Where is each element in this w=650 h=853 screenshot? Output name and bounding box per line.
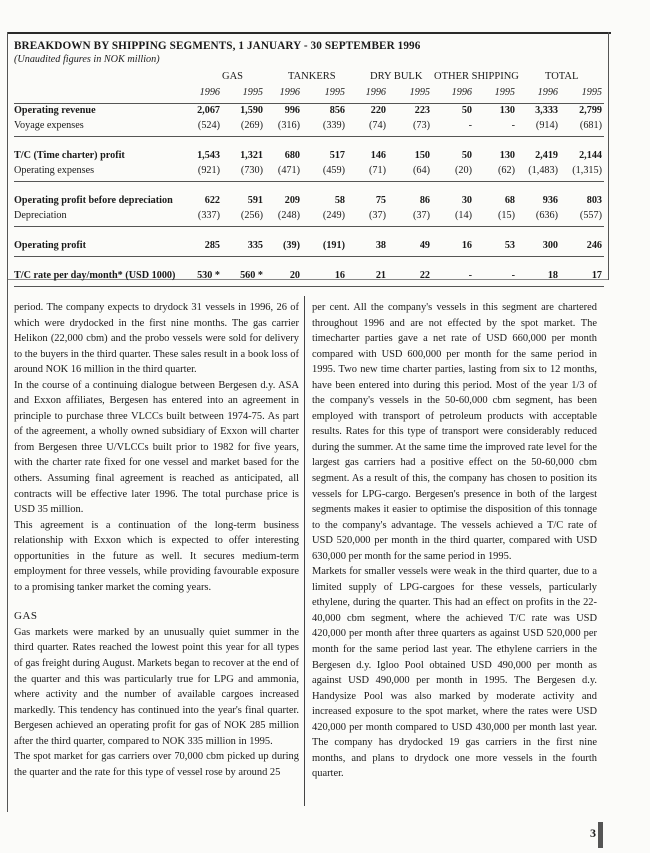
table-cell: (14) (455, 210, 472, 221)
paragraph: Markets for smaller vessels were weak in the third quarter, due to a limited supply of LPG-cargoes for these vessels, particularly ethylene, during the quarter. This had an effect on profits in the 22-40,000 cbm segment, where the achieved T/C rate was USD 420,000 per month after three quarters as against USD 520,000 per month for the same period last year. The ethylene carriers in the Bergesen d.y. Igloo Pool obtained USD 490,000 per month as against USD 490,000 per month in 1995. The Bergesen d.y. Handysize Pool was also marked by moderate activity and increased exposure to the spot market, where the rates were USD 420,000 per month compared to USD 430,000 per month last year. The company has drydocked 19 gas carriers in the first nine months, and plans to drydock one more vessels in the fourth quarter. (312, 566, 597, 780)
year-cell: 1996 (279, 87, 300, 98)
row-gap (14, 138, 604, 150)
table-row (14, 120, 604, 135)
table-cell: 3,333 (535, 105, 558, 116)
table-cell: (37) (369, 210, 386, 221)
table-cell: 38 (375, 240, 386, 251)
right-text-column (312, 300, 597, 782)
segment-breakdown-table (14, 40, 604, 288)
table-cell: (459) (322, 165, 345, 176)
table-cell: 53 (504, 240, 515, 251)
table-cell: (681) (579, 120, 602, 131)
row-gap (14, 183, 604, 195)
page-marker-bar (598, 822, 603, 848)
table-cell: (471) (277, 165, 300, 176)
year-cell: 1995 (409, 87, 430, 98)
table-cell: (1,315) (572, 165, 602, 176)
paragraph: In the course of a continuing dialogue between Bergesen d.y. ASA and Exxon affiliates, Bergesen has entered into an agreement in principle to purchase three VLCCs built between 1974-75. As part of the agreement, a wholly owned subsidiary of Exxon will charter from Bergesen three U/VLCCs built prior to 1982 for five years, with the charter rate fixed for one vessel and market based for the others. Assuming final agreement is reached as anticipated, all contracts will be effective later 1996. The total purchase price is USD 35 million. (14, 379, 299, 516)
year-cell: 1996 (451, 87, 472, 98)
group-header-gas: GAS (222, 71, 244, 82)
table-row (14, 270, 604, 285)
table-cell: 560 * (240, 270, 263, 281)
table-cell: 1,590 (240, 105, 263, 116)
row-rule (14, 181, 604, 182)
table-row (14, 210, 604, 225)
year-cell: 1995 (324, 87, 345, 98)
table-cell: 50 (461, 105, 472, 116)
table-cell: 530 * (197, 270, 220, 281)
page-number: 3 (590, 826, 596, 840)
table-cell: 150 (414, 150, 430, 161)
group-header-dry-bulk: DRY BULK (370, 71, 423, 82)
table-cell: (74) (369, 120, 386, 131)
table-cell: (20) (455, 165, 472, 176)
segment-group-headers (14, 71, 604, 87)
table-cell: 996 (284, 105, 300, 116)
table-cell: 86 (419, 195, 430, 206)
table-cell: - (468, 120, 472, 131)
year-cell: 1995 (242, 87, 263, 98)
header-rule (14, 103, 604, 104)
table-cell: 49 (419, 240, 430, 251)
table-cell: 16 (461, 240, 472, 251)
table-cell: 30 (461, 195, 472, 206)
page-left-rule (7, 32, 8, 812)
table-cell: - (511, 270, 515, 281)
row-label: T/C rate per day/month* (USD 1000) (14, 270, 176, 281)
row-label: Operating profit (14, 240, 86, 251)
table-cell: (921) (197, 165, 220, 176)
table-cell: 936 (542, 195, 558, 206)
table-cell: (73) (413, 120, 430, 131)
table-cell: 68 (504, 195, 515, 206)
table-cell: 20 (289, 270, 300, 281)
table-cell: (15) (498, 210, 515, 221)
table-cell: (316) (277, 120, 300, 131)
table-top-rule (7, 32, 611, 34)
year-header-row (14, 87, 604, 102)
table-cell: 209 (284, 195, 300, 206)
table-cell: 1,543 (197, 150, 220, 161)
table-cell: 16 (334, 270, 345, 281)
table-row (14, 150, 604, 165)
table-cell: (62) (498, 165, 515, 176)
table-cell: 22 (419, 270, 430, 281)
table-cell: 21 (375, 270, 386, 281)
table-row (14, 105, 604, 120)
table-cell: 300 (542, 240, 558, 251)
table-cell: (248) (277, 210, 300, 221)
table-subtitle: (Unaudited figures in NOK million) (14, 54, 160, 65)
paragraph: Gas markets were marked by an unusually quiet summer in the third quarter. Rates reached the lowest point this year for all types of gas freight during August. Markets began to recover at the end of the quarter and this was particularly true for LPG and ammonia, where activity and the number of available cargoes increased markedly. This tendency has continued into the year's final quarter. Bergesen achieved an operating profit for gas of NOK 285 million after the third quarter, compared to NOK 335 million in 1995. (14, 626, 299, 747)
table-cell: (39) (283, 240, 300, 251)
table-title: BREAKDOWN BY SHIPPING SEGMENTS, 1 JANUARY - 30 SEPTEMBER 1996 (14, 40, 421, 52)
table-cell: 517 (329, 150, 345, 161)
group-header-tankers: TANKERS (288, 71, 336, 82)
table-cell: 285 (204, 240, 220, 251)
paragraph: The spot market for gas carriers over 70,000 cbm picked up during the quarter and the rate for this type of vessel rose by around 25 (14, 751, 299, 778)
table-cell: 591 (247, 195, 263, 206)
table-cell: (249) (322, 210, 345, 221)
row-rule (14, 256, 604, 257)
table-cell: 75 (375, 195, 386, 206)
row-gap (14, 228, 604, 240)
table-cell: (339) (322, 120, 345, 131)
table-cell: (37) (413, 210, 430, 221)
table-cell: (636) (535, 210, 558, 221)
year-cell: 1995 (581, 87, 602, 98)
year-cell: 1996 (199, 87, 220, 98)
table-cell: (524) (197, 120, 220, 131)
table-cell: (191) (322, 240, 345, 251)
row-rule (14, 286, 604, 287)
table-cell: 58 (334, 195, 345, 206)
table-cell: (337) (197, 210, 220, 221)
table-body (14, 105, 604, 287)
table-cell: - (511, 120, 515, 131)
table-cell: (730) (240, 165, 263, 176)
table-cell: (1,483) (528, 165, 558, 176)
table-cell: 17 (591, 270, 602, 281)
table-cell: 246 (586, 240, 602, 251)
year-cell: 1996 (537, 87, 558, 98)
row-label: Voyage expenses (14, 120, 84, 131)
table-row (14, 195, 604, 210)
table-cell: 18 (547, 270, 558, 281)
table-cell: 130 (499, 150, 515, 161)
row-label: Depreciation (14, 210, 67, 221)
row-label: Operating expenses (14, 165, 95, 176)
row-label: Operating revenue (14, 105, 96, 116)
table-cell: (269) (240, 120, 263, 131)
table-cell: (64) (413, 165, 430, 176)
table-cell: 50 (461, 150, 472, 161)
table-cell: 335 (247, 240, 263, 251)
row-label: T/C (Time charter) profit (14, 150, 125, 161)
section-heading-gas: GAS (14, 610, 38, 623)
group-header-total: TOTAL (545, 71, 579, 82)
table-right-rule (608, 32, 609, 280)
left-text-column (14, 300, 299, 780)
column-divider (304, 296, 305, 806)
table-cell: 2,067 (197, 105, 220, 116)
table-cell: 146 (370, 150, 386, 161)
row-rule (14, 136, 604, 137)
row-gap (14, 258, 604, 270)
table-cell: 130 (499, 105, 515, 116)
year-cell: 1995 (494, 87, 515, 98)
table-cell: 220 (370, 105, 386, 116)
row-label: Operating profit before depreciation (14, 195, 173, 206)
table-cell: 622 (204, 195, 220, 206)
row-rule (14, 226, 604, 227)
table-cell: 856 (329, 105, 345, 116)
table-cell: 223 (414, 105, 430, 116)
table-cell: 2,144 (579, 150, 602, 161)
table-cell: (256) (240, 210, 263, 221)
table-cell: (71) (369, 165, 386, 176)
group-header-other-shipping: OTHER SHIPPING (434, 71, 519, 82)
table-cell: 803 (586, 195, 602, 206)
table-cell: - (468, 270, 472, 281)
table-cell: 2,799 (579, 105, 602, 116)
table-cell: 1,321 (240, 150, 263, 161)
paragraph: period. The company expects to drydock 31 vessels in 1996, 26 of which were drydocked in the first nine months. The gas carrier Helikon (22,000 cbm) and the probo vessels were sold for delivery to the buyers in the third quarter. These sales result in a book loss of around NOK 16 million in the third quarter. (14, 302, 299, 376)
paragraph: per cent. All the company's vessels in this segment are chartered throughout 1996 and are not effected by the spot market. The timecharter parties gave a net rate of USD 660,000 per month compared with USD 600,000 per month for the same period in 1995. Two new time charter parties, lasting from six to 12 months, have been entered into during this period. Most of the year 1/3 of the company's vessels in the 50-60,000 cbm segment, has been employed with transport of petroleum products with acceptable results. Rates for this type of transport were considerably reduced during the summer. At the same time the improved rate level for the largest gas carriers had a positive effect on the 50-60,000 cbm segment. As a result of this, the company has chosen to position its vessels for LPG-cargo. Bergesen's presence in both of the largest segments makes it easier to optimise the disposition of this tonnage to the company's advantage. The vessels achieved a T/C rate of USD 520,000 per month in the third quarter, compared with USD 630,000 per month for the same period in 1995. (312, 302, 597, 562)
year-cell: 1996 (365, 87, 386, 98)
table-cell: 2,419 (535, 150, 558, 161)
table-cell: (914) (535, 120, 558, 131)
table-row (14, 165, 604, 180)
paragraph: This agreement is a continuation of the long-term business relationship with Exxon which is expected to offer interesting opportunities in the future as well. It secures medium-term employment for three vessels, while providing favourable exposure to a promising tanker market the coming years. (14, 519, 299, 593)
table-cell: 680 (284, 150, 300, 161)
table-row (14, 240, 604, 255)
table-cell: (557) (579, 210, 602, 221)
